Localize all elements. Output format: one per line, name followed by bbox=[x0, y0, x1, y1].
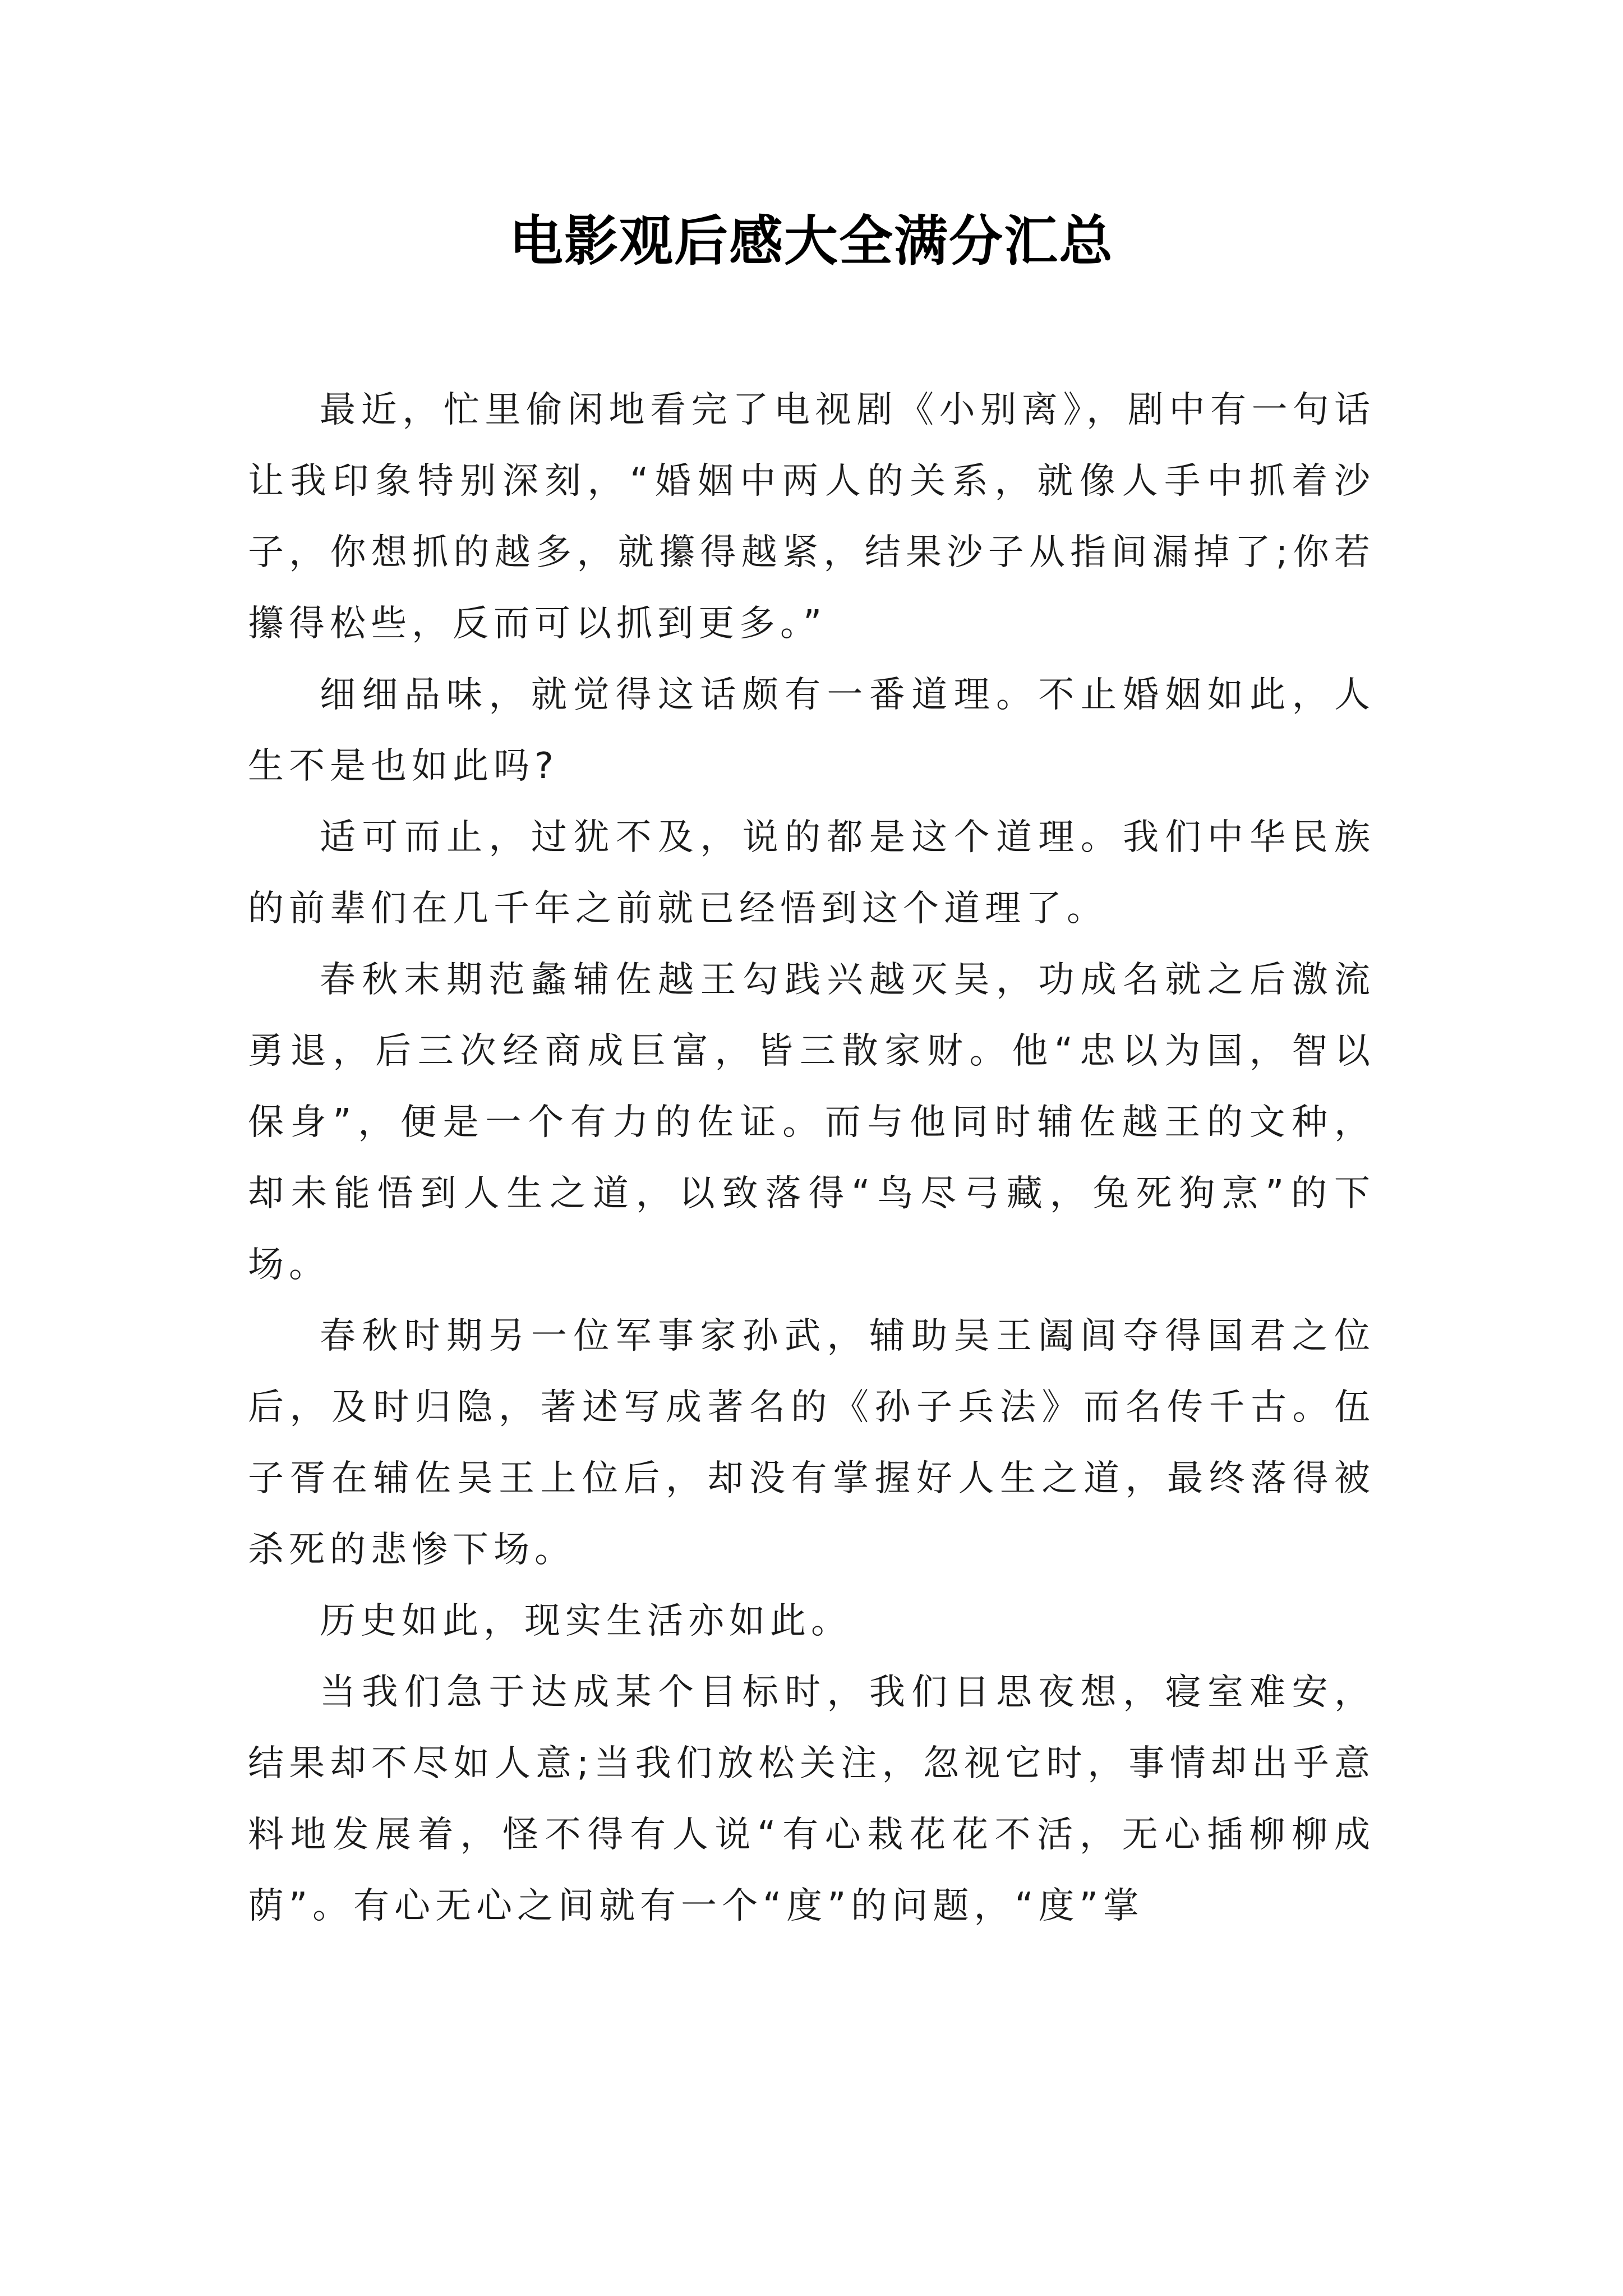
paragraph: 当我们急于达成某个目标时，我们日思夜想，寝室难安，结果却不尽如人意;当我们放松关注，忽视它时，事情却出乎意料地发展着，怪不得有人说“有心栽花花不活，无心插柳柳成荫”。有心无心之间就有一个“度”的问题，“度”掌 bbox=[248, 1672, 1375, 1927]
paragraph: 细细品味，就觉得这话颇有一番道理。不止婚姻如此，人生不是也如此吗? bbox=[248, 674, 1375, 787]
document-body bbox=[248, 375, 1375, 1942]
document-title: 电影观后感大全满分汇总 bbox=[509, 209, 1114, 273]
paragraph: 春秋时期另一位军事家孙武，辅助吴王阖闾夺得国君之位后，及时归隐，著述写成著名的《孙子兵法》而名传千古。伍子胥在辅佐吴王上位后，却没有掌握好人生之道，最终落得被杀死的悲惨下场。 bbox=[248, 1315, 1375, 1571]
paragraph: 最近，忙里偷闲地看完了电视剧《小别离》，剧中有一句话让我印象特别深刻，“婚姻中两人的关系，就像人手中抓着沙子，你想抓的越多，就攥得越紧，结果沙子从指间漏掉了;你若攥得松些，反而可以抓到更多。” bbox=[248, 389, 1375, 645]
paragraph: 适可而止，过犹不及，说的都是这个道理。我们中华民族的前辈们在几千年之前就已经悟到这个道理了。 bbox=[248, 817, 1375, 930]
paragraph: 历史如此，现实生活亦如此。 bbox=[320, 1600, 852, 1642]
paragraph: 春秋末期范蠡辅佐越王勾践兴越灭吴，功成名就之后激流勇退，后三次经商成巨富，皆三散家财。他“忠以为国，智以保身”，便是一个有力的佐证。而与他同时辅佐越王的文种，却未能悟到人生之道，以致落得“鸟尽弓藏，兔死狗烹”的下场。 bbox=[248, 959, 1375, 1286]
